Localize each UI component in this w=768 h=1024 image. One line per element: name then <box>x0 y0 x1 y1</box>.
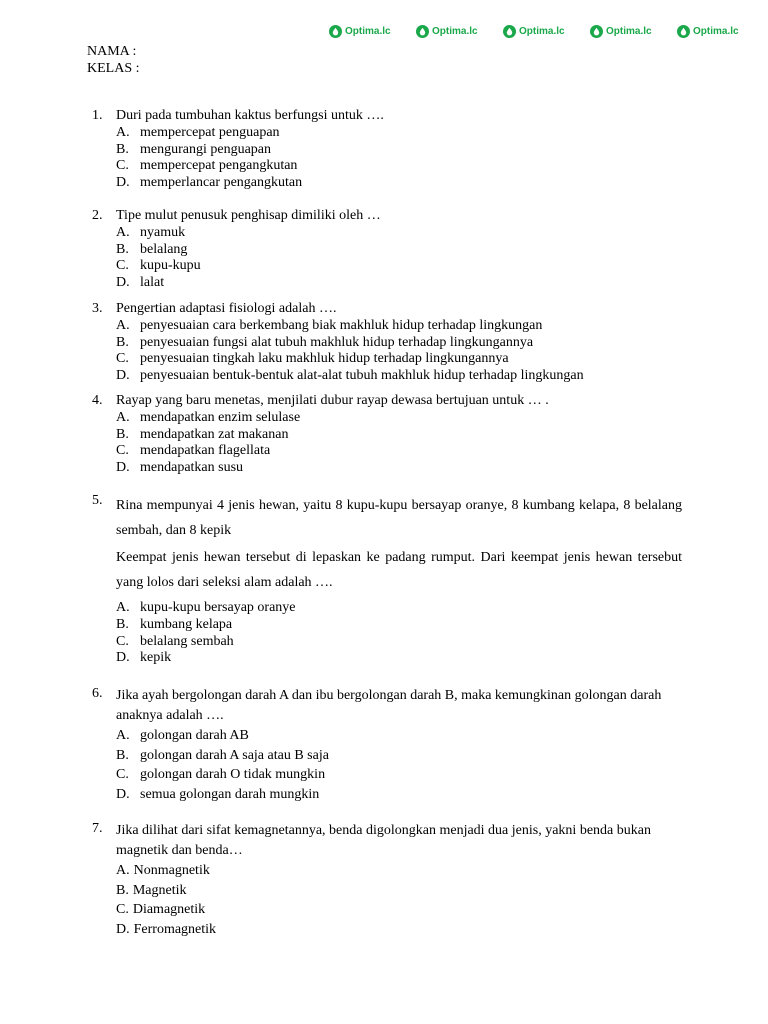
option-d: D. mendapatkan susu <box>116 460 244 476</box>
question-number: 3. <box>92 301 103 316</box>
question-text: Duri pada tumbuhan kaktus berfungsi untuk …. <box>116 108 384 123</box>
option-c: C. Diamagnetik <box>116 902 206 917</box>
water-drop-icon <box>503 25 516 38</box>
question-text: Jika ayah bergolongan darah A dan ibu bergolongan darah B, maka kemungkinan golongan darah anaknya adalah …. <box>116 688 662 723</box>
option-list <box>116 125 682 192</box>
question-number: 7. <box>92 821 103 836</box>
watermark-strip <box>329 25 745 38</box>
option-a: A. kupu-kupu bersayap oranye <box>116 600 296 615</box>
option-d: D. lalat <box>116 275 165 291</box>
option-a: A. nyamuk <box>116 224 186 240</box>
option-d: D. kepik <box>116 650 172 666</box>
question-number: 2. <box>92 208 103 223</box>
option-c: C. golongan darah O tidak mungkin <box>116 767 326 782</box>
watermark-label: Optima.lc <box>693 26 739 37</box>
student-header <box>87 43 140 77</box>
option-list <box>116 410 682 477</box>
water-drop-icon <box>677 25 690 38</box>
water-drop-icon <box>416 25 429 38</box>
option-b: B. golongan darah A saja atau B saja <box>116 747 329 763</box>
option-d: D. memperlancar pengangkutan <box>116 175 303 191</box>
question-text-continued: Keempat jenis hewan tersebut di lepaskan ke padang rumput. Dari keempat jenis hewan tersebut yang lolos dari seleksi alam adalah …. <box>116 550 682 590</box>
option-b: B. penyesuaian fungsi alat tubuh makhluk hidup terhadap lingkungannya <box>116 334 534 350</box>
option-b: B. belalang <box>116 241 188 257</box>
question-text: Rina mempunyai 4 jenis hewan, yaitu 8 kupu-kupu bersayap oranye, 8 kumbang kelapa, 8 belalang sembah, dan 8 kepik <box>116 498 682 538</box>
question-number: 4. <box>92 393 103 408</box>
question-5 <box>92 493 682 667</box>
option-d: D. semua golongan darah mungkin <box>116 786 320 802</box>
option-a: A. golongan darah AB <box>116 728 249 743</box>
option-d: D. penyesuaian bentuk-bentuk alat-alat tubuh makhluk hidup terhadap lingkungan <box>116 368 584 384</box>
question-6 <box>92 686 682 804</box>
watermark-label: Optima.lc <box>519 26 565 37</box>
option-c: C. mendapatkan flagellata <box>116 443 271 459</box>
option-c: C. belalang sembah <box>116 633 234 649</box>
question-7 <box>92 821 682 939</box>
option-list <box>116 726 682 804</box>
watermark <box>677 25 745 38</box>
watermark-label: Optima.lc <box>345 26 391 37</box>
watermark <box>503 25 571 38</box>
watermark <box>416 25 484 38</box>
option-c: C. penyesuaian tingkah laku makhluk hidup terhadap lingkungannya <box>116 351 509 367</box>
option-list <box>116 861 682 939</box>
question-text: Jika dilihat dari sifat kemagnetannya, benda digolongkan menjadi dua jenis, yakni benda bukan magnetik dan benda… <box>116 823 651 858</box>
option-b: B. kumbang kelapa <box>116 616 233 632</box>
water-drop-icon <box>590 25 603 38</box>
option-a: A. penyesuaian cara berkembang biak makhluk hidup terhadap lingkungan <box>116 317 543 333</box>
question-number: 6. <box>92 686 103 701</box>
question-text: Tipe mulut penusuk penghisap dimiliki oleh … <box>116 208 381 223</box>
question-1 <box>92 108 682 192</box>
question-number: 5. <box>92 493 103 508</box>
option-a: A. Nonmagnetik <box>116 863 210 878</box>
question-3 <box>92 301 682 385</box>
question-number: 1. <box>92 108 103 123</box>
option-list <box>116 600 682 667</box>
watermark <box>590 25 658 38</box>
option-b: B. mengurangi penguapan <box>116 141 272 157</box>
option-d: D. Ferromagnetik <box>116 921 217 937</box>
class-label: KELAS : <box>87 61 140 76</box>
water-drop-icon <box>329 25 342 38</box>
name-label: NAMA : <box>87 44 137 59</box>
question-4 <box>92 393 682 477</box>
option-list <box>116 225 682 292</box>
question-text: Pengertian adaptasi fisiologi adalah …. <box>116 301 337 316</box>
watermark-label: Optima.lc <box>606 26 652 37</box>
watermark <box>329 25 397 38</box>
option-b: B. Magnetik <box>116 882 187 898</box>
option-c: C. mempercepat pengangkutan <box>116 158 298 174</box>
question-2 <box>92 208 682 292</box>
option-b: B. mendapatkan zat makanan <box>116 426 289 442</box>
option-a: A. mendapatkan enzim selulase <box>116 409 301 425</box>
option-list <box>116 318 682 385</box>
option-a: A. mempercepat penguapan <box>116 124 280 140</box>
question-text: Rayap yang baru menetas, menjilati dubur rayap dewasa bertujuan untuk … . <box>116 393 549 408</box>
option-c: C. kupu-kupu <box>116 258 201 274</box>
watermark-label: Optima.lc <box>432 26 478 37</box>
